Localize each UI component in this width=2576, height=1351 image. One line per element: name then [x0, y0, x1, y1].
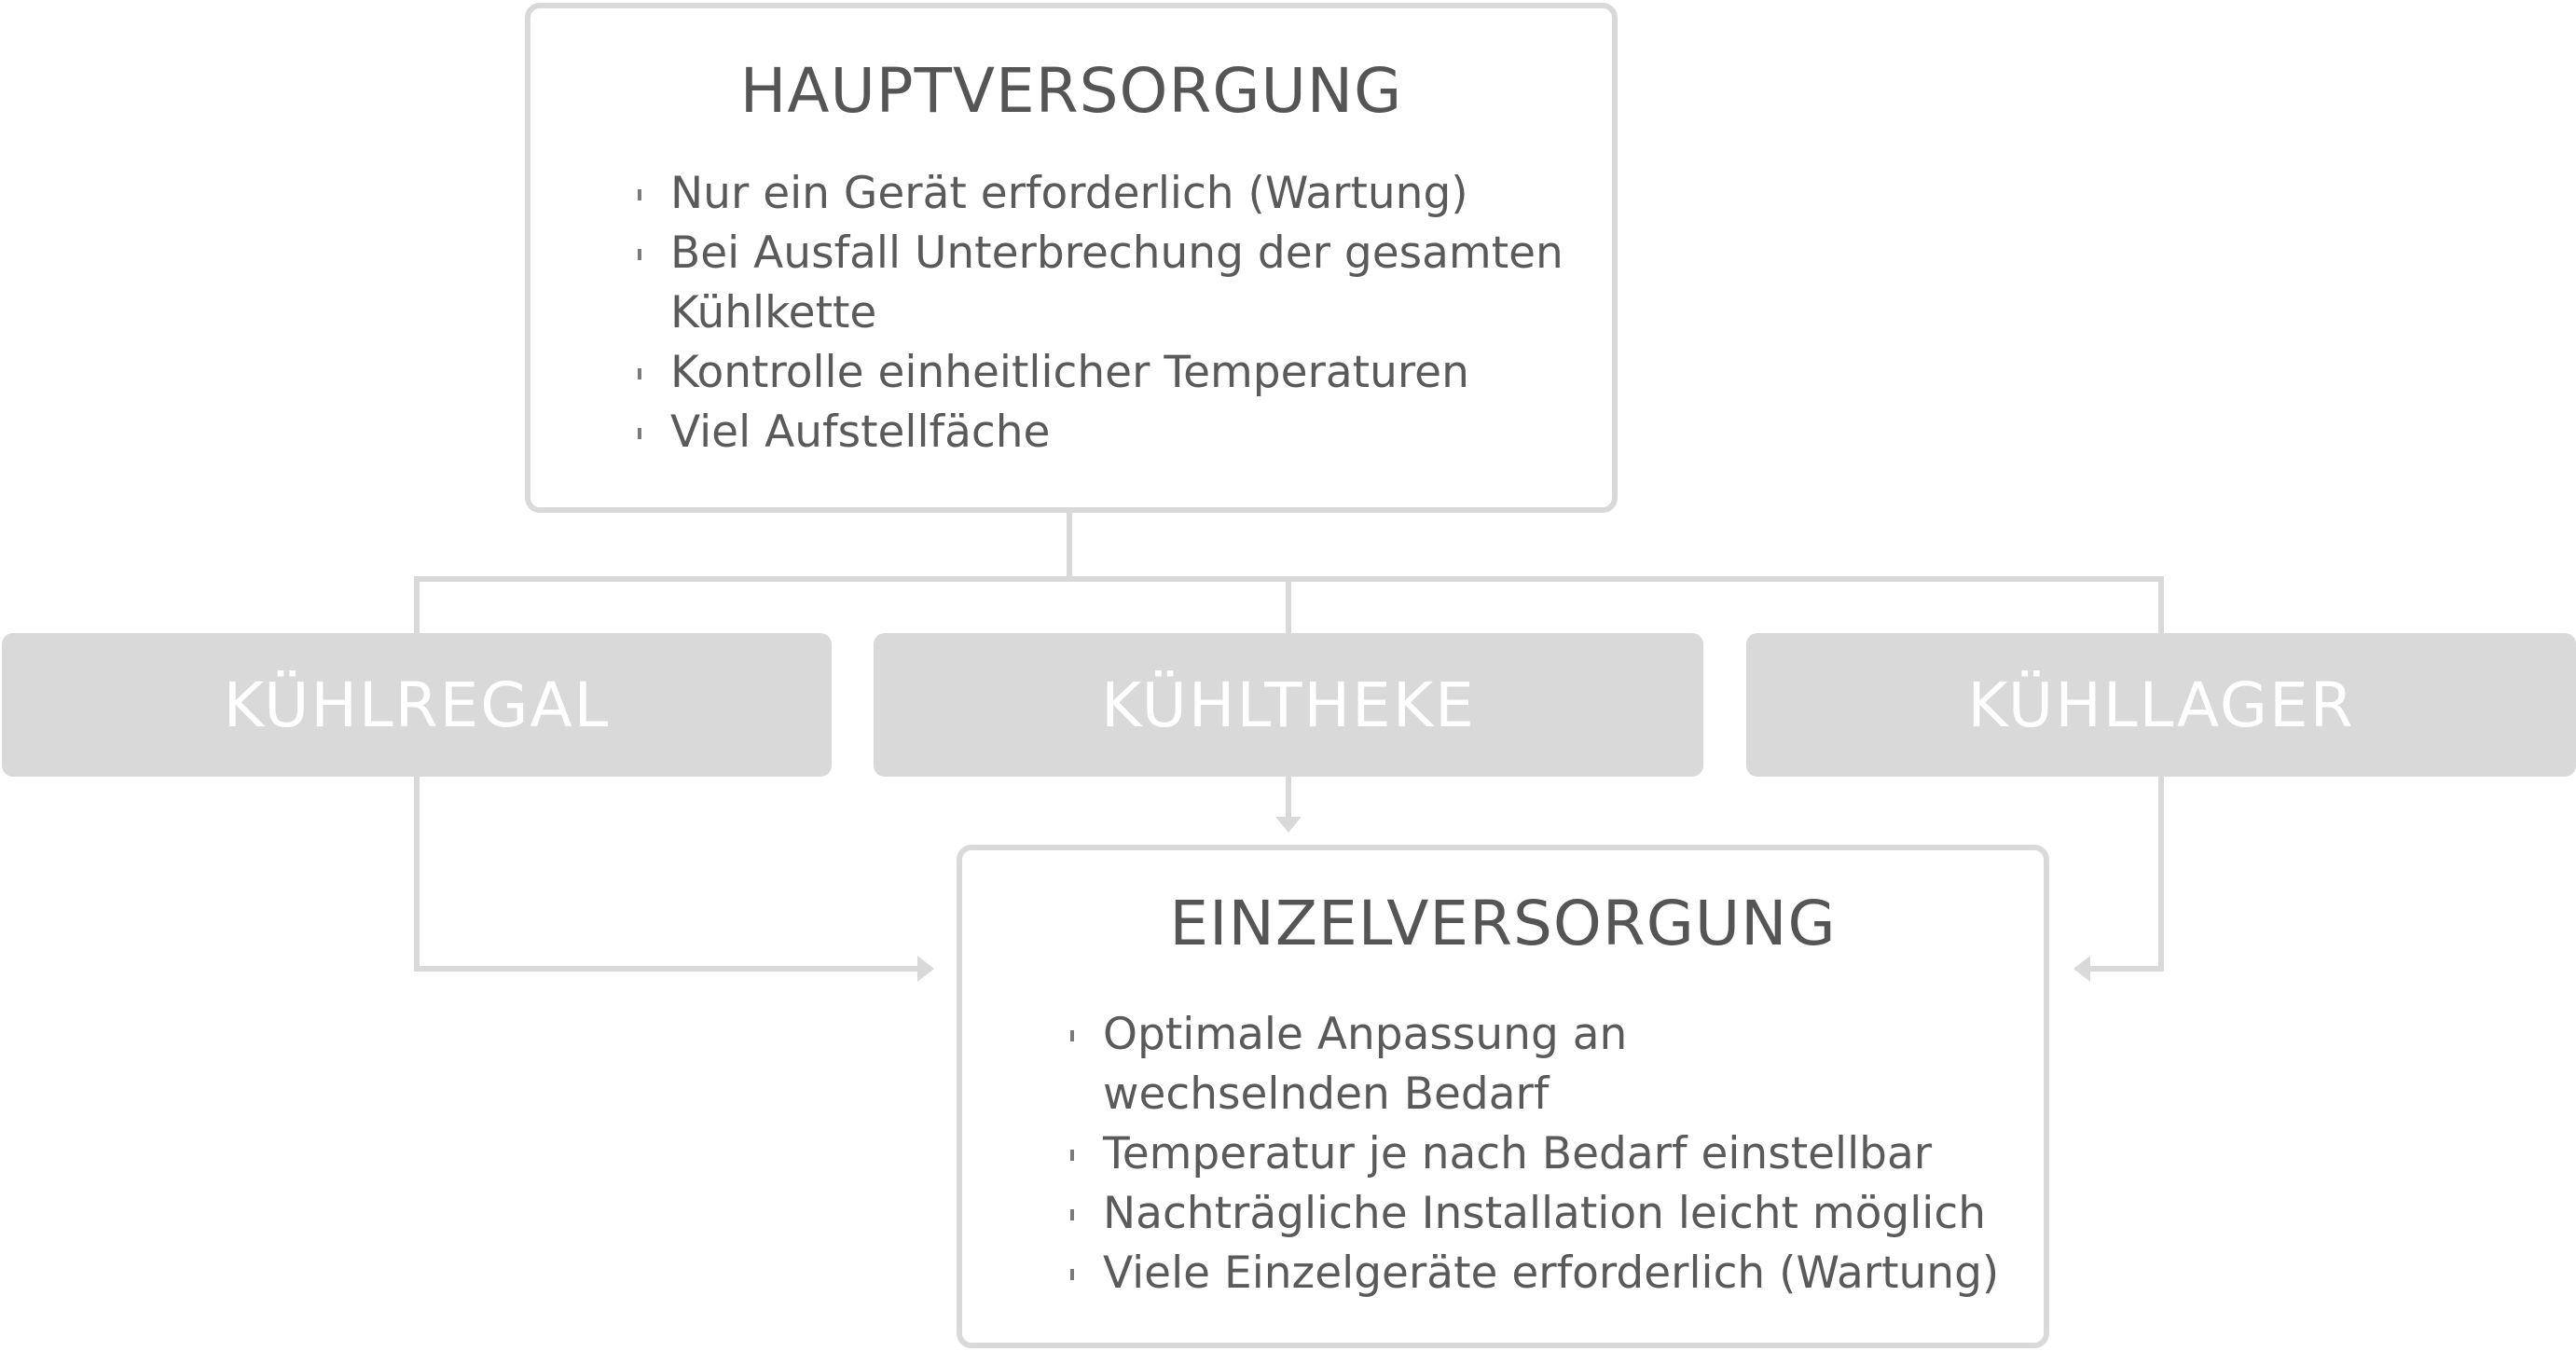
list-item: Kontrolle einheitlicher Temperaturen: [637, 343, 1606, 403]
arrow-right-icon: [917, 956, 934, 982]
category-kuehllager: KÜHLLAGER: [1746, 633, 2576, 777]
flow-line-kuehllager: [2088, 777, 2161, 969]
list-item: Viel Aufstellfäche: [637, 403, 1606, 462]
list-item: Nachträgliche Installation leicht möglich: [1069, 1184, 2039, 1244]
main-supply-list: [637, 164, 1606, 462]
list-item: Temperatur je nach Bedarf einstellbar: [1069, 1124, 2039, 1184]
flow-line-kuehlregal: [417, 777, 919, 969]
category-kuehltheke: KÜHLTHEKE: [874, 633, 1703, 777]
list-item: Optimale Anpassung an wechselnden Bedarf: [1069, 1005, 1830, 1124]
list-item: Bei Ausfall Unterbrechung der gesamten Kühlkette: [637, 224, 1606, 343]
single-supply-list: [1069, 1005, 2039, 1303]
arrow-down-icon: [1275, 817, 1302, 833]
main-supply-box: [525, 3, 1618, 513]
single-supply-title: EINZELVERSORGUNG: [1169, 888, 1837, 959]
list-item: Nur ein Gerät erforderlich (Wartung): [637, 164, 1606, 224]
arrow-left-icon: [2073, 956, 2090, 982]
main-supply-title: HAUPTVERSORGUNG: [739, 55, 1403, 127]
list-item: Viele Einzelgeräte erforderlich (Wartung): [1069, 1244, 2039, 1303]
single-supply-box: [957, 845, 2049, 1348]
category-kuehlregal: KÜHLREGAL: [2, 633, 832, 777]
